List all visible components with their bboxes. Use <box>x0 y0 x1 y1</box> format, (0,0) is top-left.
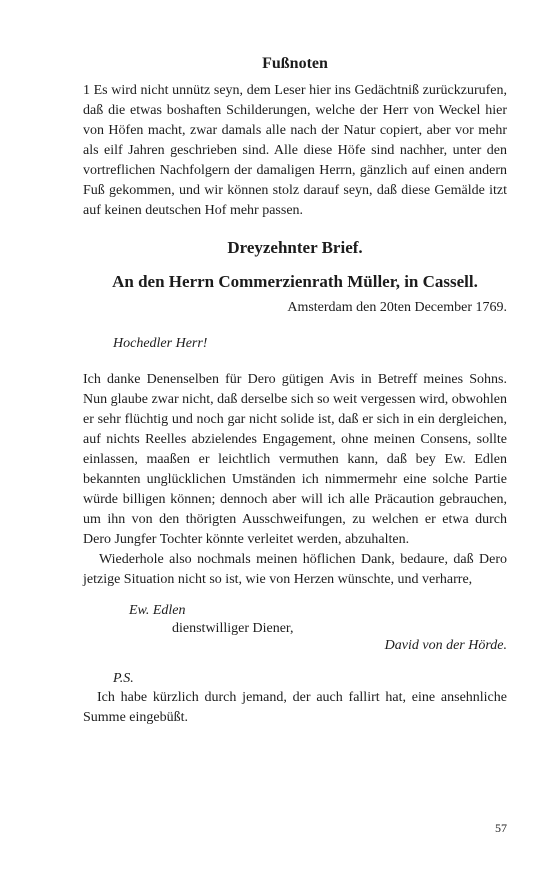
footnotes-heading: Fußnoten <box>262 55 328 72</box>
letter-title: Dreyzehnter Brief. <box>227 238 363 257</box>
postscript-label: P.S. <box>113 671 134 686</box>
letter-signature: David von der Hörde. <box>384 638 507 653</box>
postscript-text: Ich habe kürzlich durch jemand, der auch fallirt hat, eine ansehnliche Summe eingebüßt. <box>83 690 507 725</box>
closing-address: Ew. Edlen <box>129 603 186 618</box>
closing-phrase: dienstwilliger Diener, <box>172 621 294 636</box>
letter-paragraph-2: Wiederhole also nochmals meinen höflichen Dank, bedaure, daß Dero jetzige Situation nicht so ist, wie von Herzen wünschte, und verharre, <box>83 552 507 587</box>
footnote-text: 1 Es wird nicht unnütz seyn, dem Leser hier ins Gedächtniß zurückzurufen, daß die etwas boshaften Schilderungen, welche der Herr von Weckel hier von Höfen macht, zwar damals alle nach der Natur copiert, aber vor mehr als eilf Jahren geschrieben sind. Alle diese Höfe sind nachher, unter den vortreflichen Nachfolgern der damaligen Herrn, gänzlich auf einen andern Fuß gekommen, und wir können stolz darauf seyn, daß diese Gemälde itzt auf keinen deutschen Hof mehr passen. <box>83 83 507 218</box>
letter-paragraph-1: Ich danke Denenselben für Dero gütigen Avis in Betreff meines Sohns. Nun glaube zwar nicht, daß derselbe sich so weit vergessen wird, obwohlen er sehr flüchtig und noch gar nicht solide ist, daß er sich in ein dergleichen, auf nichts Reelles abzielendes Engagement, ohne meinen Consens, sollte einlassen, maaßen er leichtlich vermuthen kann, daß bey Ew. Edlen bekannten unglücklichen Umständen ich nimmermehr eine solche Partie würde billigen können; dennoch aber will ich alle Präcaution gebrauchen, um ihn von den thörigten Ausschweifungen, zu welchen er etwa durch Dero Jungfer Tochter könnte verleitet werden, abzuhalten. <box>83 372 507 547</box>
letter-dateline: Amsterdam den 20ten December 1769. <box>287 300 507 315</box>
letter-body <box>83 370 507 590</box>
letter-addressee: An den Herrn Commerzienrath Müller, in Cassell. <box>112 272 478 291</box>
letter-salutation: Hochedler Herr! <box>113 336 208 351</box>
page-number: 57 <box>495 821 507 835</box>
